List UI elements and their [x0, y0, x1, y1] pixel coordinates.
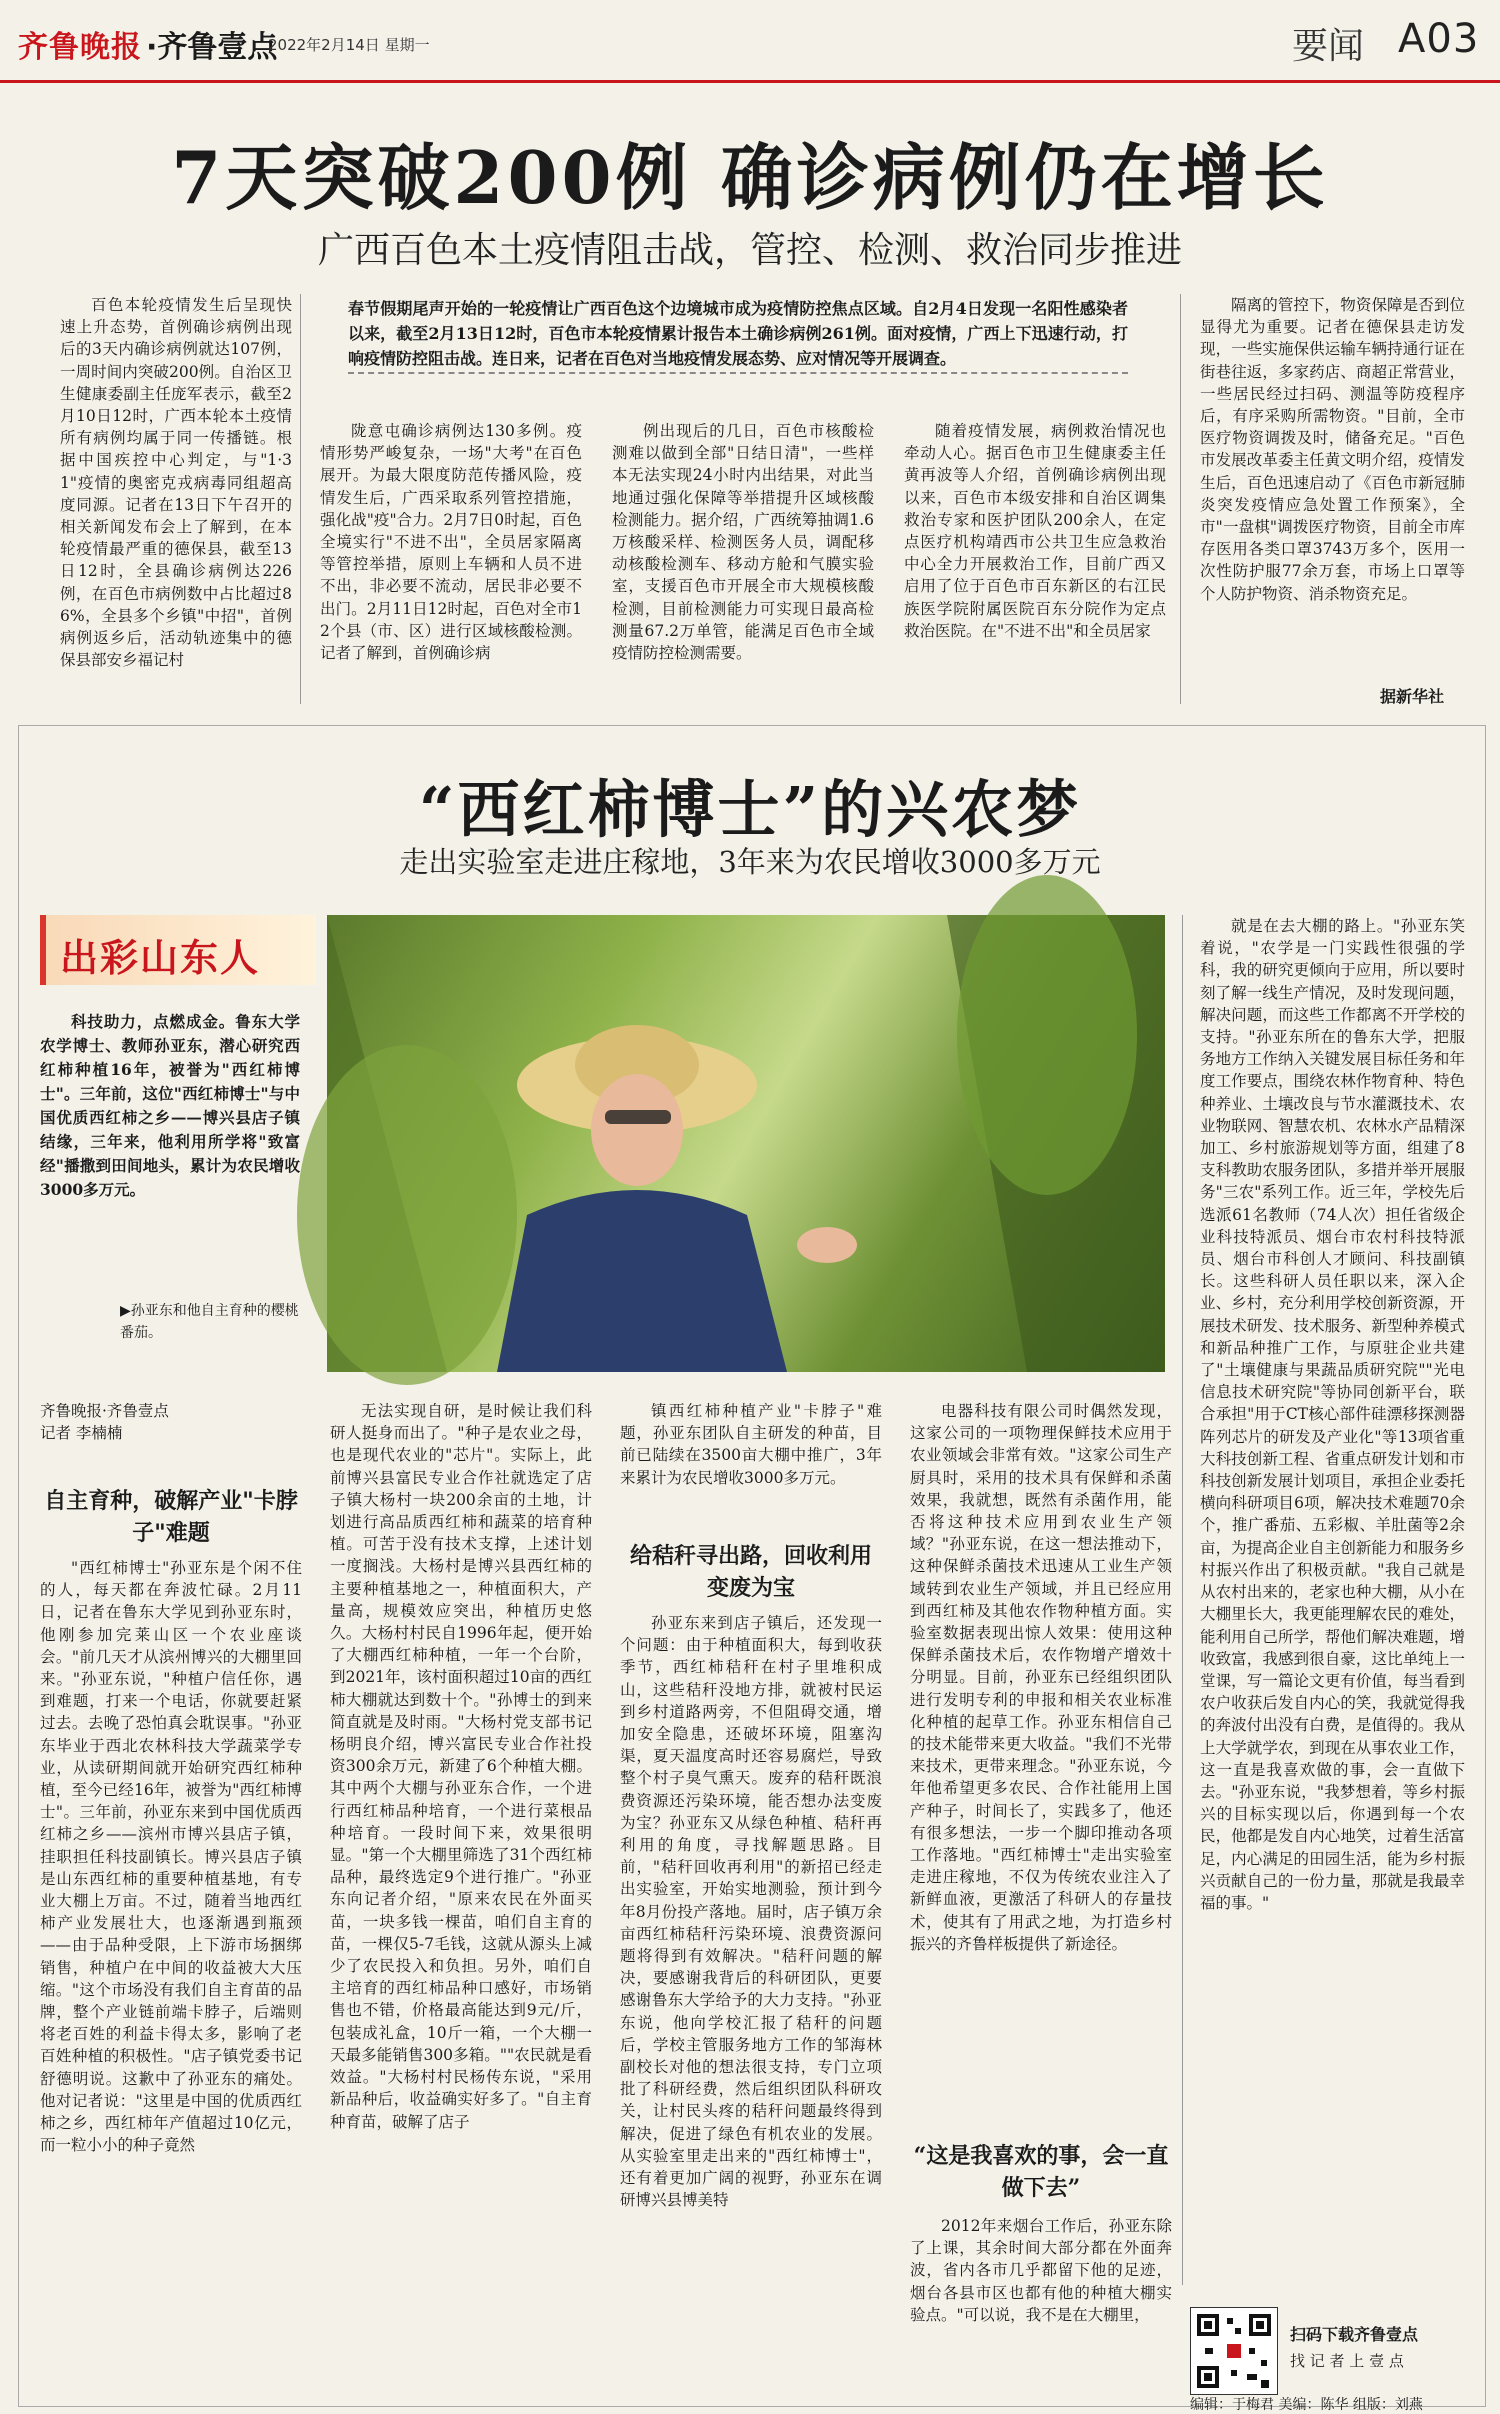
story2-col4b: 2012年来烟台工作后，孙亚东除了上课，其余时间大部分都在外面奔波，省内各市几乎都留下他的足迹，烟台各县市区也都有他的种植大棚实验点。"可以说，我不是在大棚里，	[910, 2217, 1172, 2324]
column-badge-label: 出彩山东人	[60, 935, 261, 980]
story2-intro: 科技助力，点燃成金。鲁东大学农学博士、教师孙亚东，潜心研究西红柿种植16年，被誉为"西红柿博士"。三年前，这位"西红柿博士"与中国优质西红柿之乡——博兴县店子镇结缘，三年来，他利用所学将"致富经"播撒到田间地头，累计为农民增收3000多万元。	[40, 1012, 300, 1199]
story1-col4: 随着疫情发展，病例救治情况也牵动人心。据百色市卫生健康委主任黄再波等人介绍，首例确诊病例出现以来，百色市本级安排和自治区调集救治专家和医护团队200余人，在定点医疗机构靖西市公共卫生应急救治中心全力开展救治工作，目前广西又启用了位于百色市百东新区的右江民族医学院附属医院百东分院作为定点救治医院。在"不进不出"和全员居家	[904, 422, 1166, 640]
subhead-3: “这是我喜欢的事，会一直做下去”	[913, 2143, 1169, 2201]
story1-source: 据新华社	[1380, 687, 1445, 706]
qr-subtitle: 找 记 者 上 壹 点	[1290, 2352, 1404, 2370]
story1-col1: 百色本轮疫情发生后呈现快速上升态势，首例确诊病例出现后的3天内确诊病例就达107例，一周时间内突破200例。自治区卫生健康委副主任庞军表示，截至2月10日12时，广西本轮本土疫情所有病例均属于同一传播链。根据中国疾控中心判定，与"1·31"疫情的奥密克戎病毒同组超高度同源。记者在13日下午召开的相关新闻发布会上了解到，在本轮疫情最严重的德保县，截至13日12时，全县确诊病例达226例，在百色市病例数中占比超过86%，全县多个乡镇"中招"，首例病例返乡后，活动轨迹集中的德保县部安乡福记村	[60, 296, 292, 670]
story2-col2: 无法实现自研，是时候让我们科研人挺身而出了。"种子是农业之母，也是现代农业的"芯片"。实际上，此前博兴县富民专业合作社就选定了店子镇大杨村一块200余亩的土地，计划进行高品质西红柿和蔬菜的培育种植。可苦于没有技术支撑，上述计划一度搁浅。大杨村是博兴县西红柿的主要种植基地之一，种植面积大，产量高，规模效应突出，种植历史悠久。大杨村村民自1996年起，便开始了大棚西红柿种植，一年一个台阶，到2021年，该村面积超过10亩的西红柿大棚就达到数十个。"孙博士的到来简直就是及时雨。"大杨村党支部书记杨明良介绍，博兴富民专业合作社投资300余万元，新建了6个种植大棚。其中两个大棚与孙亚东合作，一个进行西红柿品种培育，一个进行菜根品种培育。一段时间下来，效果很明显。"第一个大棚里筛选了31个西红柿品种，最终选定9个进行推广。"孙亚东向记者介绍，"原来农民在外面买苗，一块多钱一棵苗，咱们自主育的苗，一棵仅5-7毛钱，这就从源头上减少了农民投入和负担。另外，咱们自主培育的西红柿品种口感好，市场销售也不错，价格最高能达到9元/斤，包装成礼盒，10斤一箱，一个大棚一天最多能销售300多箱。""农民就是看效益。"大杨村村民杨传东说，"采用新品种后，收益确实好多了。"自主育种育苗，破解了店子	[330, 1402, 592, 2131]
feature-photo	[327, 915, 1165, 1372]
editor-credits: 编辑：于梅君 美编：陈华 组版：刘燕	[1190, 2397, 1423, 2413]
story2-col1: "西红柿博士"孙亚东是个闲不住的人，每天都在奔波忙碌。2月11日，记者在鲁东大学见到孙亚东时，他刚参加完莱山区一个农业座谈会。"前几天才从滨州博兴的大棚里回来。"孙亚东说，"种植户信任你，遇到难题，打来一个电话，你就要赶紧过去。去晚了恐怕真会耽误事。"孙亚东毕业于西北农林科技大学蔬菜学专业，从读研期间就开始研究西红柿种植，至今已经16年，被誉为"西红柿博士"。三年前，孙亚东来到中国优质西红柿之乡——滨州市博兴县店子镇，挂职担任科技副镇长。博兴县店子镇是山东西红柿的重要种植基地，有专业大棚上万亩。不过，随着当地西红柿产业发展壮大，也逐渐遇到瓶颈——由于品种受限，上下游市场捆绑销售，种植户在中间的收益被大大压缩。"这个市场没有我们自主育苗的品牌，整个产业链前端卡脖子，后端则将老百姓的利益卡得太多，影响了老百姓种植的积极性。"店子镇党委书记舒德明说。这歉中了孙亚东的痛处。他对记者说："这里是中国的优质西红柿之乡，西红柿年产值超过10亿元，而一粒小小的种子竟然	[40, 1559, 302, 2155]
story2-col4a: 电器科技有限公司时偶然发现，这家公司的一项物理保鲜技术应用于农业领域会非常有效。"这家公司生产厨具时，采用的技术具有保鲜和杀菌效果，我就想，既然有杀菌作用，能否将这种技术应用到农业生产领域？"孙亚东说，在这一想法推动下，这种保鲜杀菌技术迅速从工业生产领域转到农业生产领域，并且已经应用到西红柿及其他农作物种植方面。实验室数据表现出惊人效果：使用这种保鲜杀菌技术后，农作物增产增效十分明显。目前，孙亚东已经组织团队进行发明专利的申报和相关农业标准化种植的起草工作。孙亚东相信自己的技术能带来更大收益。"我们不光带来技术，更带来理念。"孙亚东说，今年他希望更多农民、合作社能用上国产种子，时间长了，实践多了，他还有很多想法，一步一个脚印推动各项工作落地。"西红柿博士"走出实验室走进庄稼地，不仅为传统农业注入了新鲜血液，更激活了科研人的存量技术，使其有了用武之地，为打造乡村振兴的齐鲁样板提供了新途径。	[910, 1402, 1172, 1953]
divider	[1182, 915, 1183, 2285]
subhead-1: 自主育种，破解产业"卡脖子"难题	[44, 1488, 298, 1546]
story2-col3b: 孙亚东来到店子镇后，还发现一个问题：由于种植面积大，每到收获季节，西红柿秸秆在村子里堆积成山，这些秸秆没地方排，就被村民运到乡村道路两旁，不但阻碍交通，增加安全隐患，还破坏环境，阻塞沟渠，夏天温度高时还容易腐烂，导致整个村子臭气熏天。废弃的秸秆既浪费资源还污染环境，能否想办法变废为宝？孙亚东又从绿色种植、秸秆再利用的角度，寻找解题思路。目前，"秸秆回收再利用"的新招已经走出实验室，开始实地测验，预计到今年8月份投产落地。届时，店子镇万余亩西红柿秸秆污染环境、浪费资源问题将得到有效解决。"秸秆问题的解决，要感谢我背后的科研团队，更要感谢鲁东大学给予的大力支持。"孙亚东说，他向学校汇报了秸秆的问题后，学校主管服务地方工作的邹海林副校长对他的想法很支持，专门立项批了科研经费，然后组织团队科研攻关，让村民头疼的秸秆问题最终得到解决，促进了绿色有机农业的发展。从实验室里走出来的"西红柿博士"，还有着更加广阔的视野，孙亚东在调研博兴县博美特	[620, 1614, 882, 2210]
story2-subhead: 走出实验室走进庄稼地，3年来为农民增收3000多万元	[399, 845, 1101, 879]
divider	[1180, 294, 1181, 704]
byline-reporter: 记者 李楠楠	[40, 1424, 123, 1442]
photo-illustration	[327, 915, 1165, 1372]
photo-caption: ▶孙亚东和他自主育种的樱桃番茄。	[120, 1303, 299, 1341]
header-rule	[0, 80, 1500, 83]
newspaper-logo: 齐鲁晚报	[18, 30, 142, 65]
divider	[300, 294, 301, 704]
byline-outlet: 齐鲁晚报·齐鲁壹点	[40, 1402, 169, 1420]
column-badge	[40, 915, 316, 985]
story2-headline: “西红柿博士”的兴农梦	[418, 773, 1082, 846]
story1-lead: 春节假期尾声开始的一轮疫情让广西百色这个边境城市成为疫情防控焦点区域。自2月4日发现一名阳性感染者以来，截至2月13日12时，百色市本轮疫情累计报告本土确诊病例261例。面对疫情，广西上下迅速行动，打响疫情防控阻击战。连日来，记者在百色对当地疫情发展态势、应对情况等开展调查。	[348, 299, 1128, 368]
issue-date: 2022年2月14日 星期一	[268, 36, 430, 54]
lead-divider	[348, 372, 1128, 374]
story1-headline: 7天突破200例 确诊病例仍在增长	[171, 135, 1329, 220]
story1-col5: 隔离的管控下，物资保障是否到位显得尤为重要。记者在德保县走访发现，一些实施保供运输车辆持通行证在街巷往返，多家药店、商超正常营业，一些居民经过扫码、测温等防疫程序后，有序采购所需物资。"目前，全市医疗物资调拨及时，储备充足。"百色市发展改革委主任黄文明介绍，疫情发生后，百色迅速启动了《百色市新冠肺炎突发疫情应急处置工作预案》，全市"一盘棋"调拨医疗物资，目前全市库存医用各类口罩3743万多个，医用一次性防护服77余万套，市场上口罩等个人防护物资、消杀物资充足。	[1200, 296, 1465, 603]
qr-title: 扫码下载齐鲁壹点	[1290, 2325, 1419, 2344]
section-name: 要闻	[1292, 26, 1365, 67]
story1-col3: 例出现后的几日，百色市核酸检测难以做到全部"日结日清"，一些样本无法实现24小时内出结果，对此当地通过强化保障等举措提升区域核酸检测能力。据介绍，广西统筹抽调1.6万核酸采样、检测医务人员，调配移动核酸检测车、移动方舱和气膜实验室，支援百色市开展全市大规模核酸检测，目前检测能力可实现日最高检测量67.2万单管，能满足百色市全域疫情防控检测需要。	[612, 422, 874, 663]
page-number: A03	[1398, 16, 1480, 62]
story1-subhead: 广西百色本土疫情阻击战，管控、检测、救治同步推进	[317, 230, 1182, 271]
qr-code-icon[interactable]	[1190, 2307, 1278, 2395]
story2-col5: 就是在去大棚的路上。"孙亚东笑着说，"农学是一门实践性很强的学科，我的研究更倾向于应用，所以要时刻了解一线生产情况，及时发现问题，解决问题，而这些工作都离不开学校的支持。"孙亚东所在的鲁东大学，把服务地方工作纳入关键发展目标任务和年度工作要点，围绕农林作物育种、特色种养业、土壤改良与节水灌溉技术、农业物联网、智慧农机、农林水产品精深加工、乡村旅游规划等方面，组建了8支科教助农服务团队，多措并举开展服务"三农"系列工作。近三年，学校先后选派61名教师（74人次）担任省级企业科技特派员、烟台市农村科技特派员、烟台市科创人才顾问、科技副镇长。这些科研人员任职以来，深入企业、乡村，充分利用学校创新资源，开展技术研发、技术服务、新型种养模式和新品种推广工作，与原驻企业共建了"土壤健康与果蔬品质研究院""光电信息技术研究院"等协同创新平台，联合承担"用于CT核心部件硅漂移探测器阵列芯片的研发及产业化"等13项省重大科技创新工程、省重点研发计划和市科技创新发展计划项目，承担企业委托横向科研项目6项，解决技术难题70余个，推广番茄、五彩椒、羊肚菌等2余亩，为提高企业自主创新能力和服务乡村振兴作出了积极贡献。"我自己就是从农村出来的，老家也种大棚，从小在大棚里长大，我更能理解农民的难处，能利用自己所学，帮他们解决难题，增收致富，我感到很自豪，这比单纯上一堂课，写一篇论文更有价值，每当看到农户收获后发自内心的笑，我就觉得我的奔波付出没有白费，是值得的。我从上大学就学农，到现在从事农业工作，这一直是我喜欢做的事，会一直做下去。"孙亚东说，"我梦想着，等乡村振兴的目标实现以后，你遇到每一个农民，他都是发自内心地笑，过着生活富足，内心满足的田园生活，能为乡村振兴贡献自己的一份力量，那就是我最幸福的事。"	[1200, 917, 1465, 1912]
brand-logo: ·齐鲁壹点	[146, 30, 278, 65]
qr-code-graphic	[1191, 2308, 1277, 2394]
story1-col2: 陇意屯确诊病例达130多例。疫情形势严峻复杂，一场"大考"在百色展开。为最大限度防范传播风险，疫情发生后，广西采取系列管控措施，强化战"疫"合力。2月7日0时起，百色全境实行"不进不出"，全员居家隔离等管控举措，原则上车辆和人员不进不出，非必要不流动，居民非必要不出门。2月11日12时起，百色对全市12个县（市、区）进行区域核酸检测。记者了解到，首例确诊病	[320, 422, 582, 663]
story2-col3a: 镇西红柿种植产业"卡脖子"难题，孙亚东团队自主研发的种苗，目前已陆续在3500亩大棚中推广，3年来累计为农民增收3000多万元。	[620, 1402, 882, 1487]
subhead-2: 给秸秆寻出路，回收利用变废为宝	[629, 1543, 872, 1601]
